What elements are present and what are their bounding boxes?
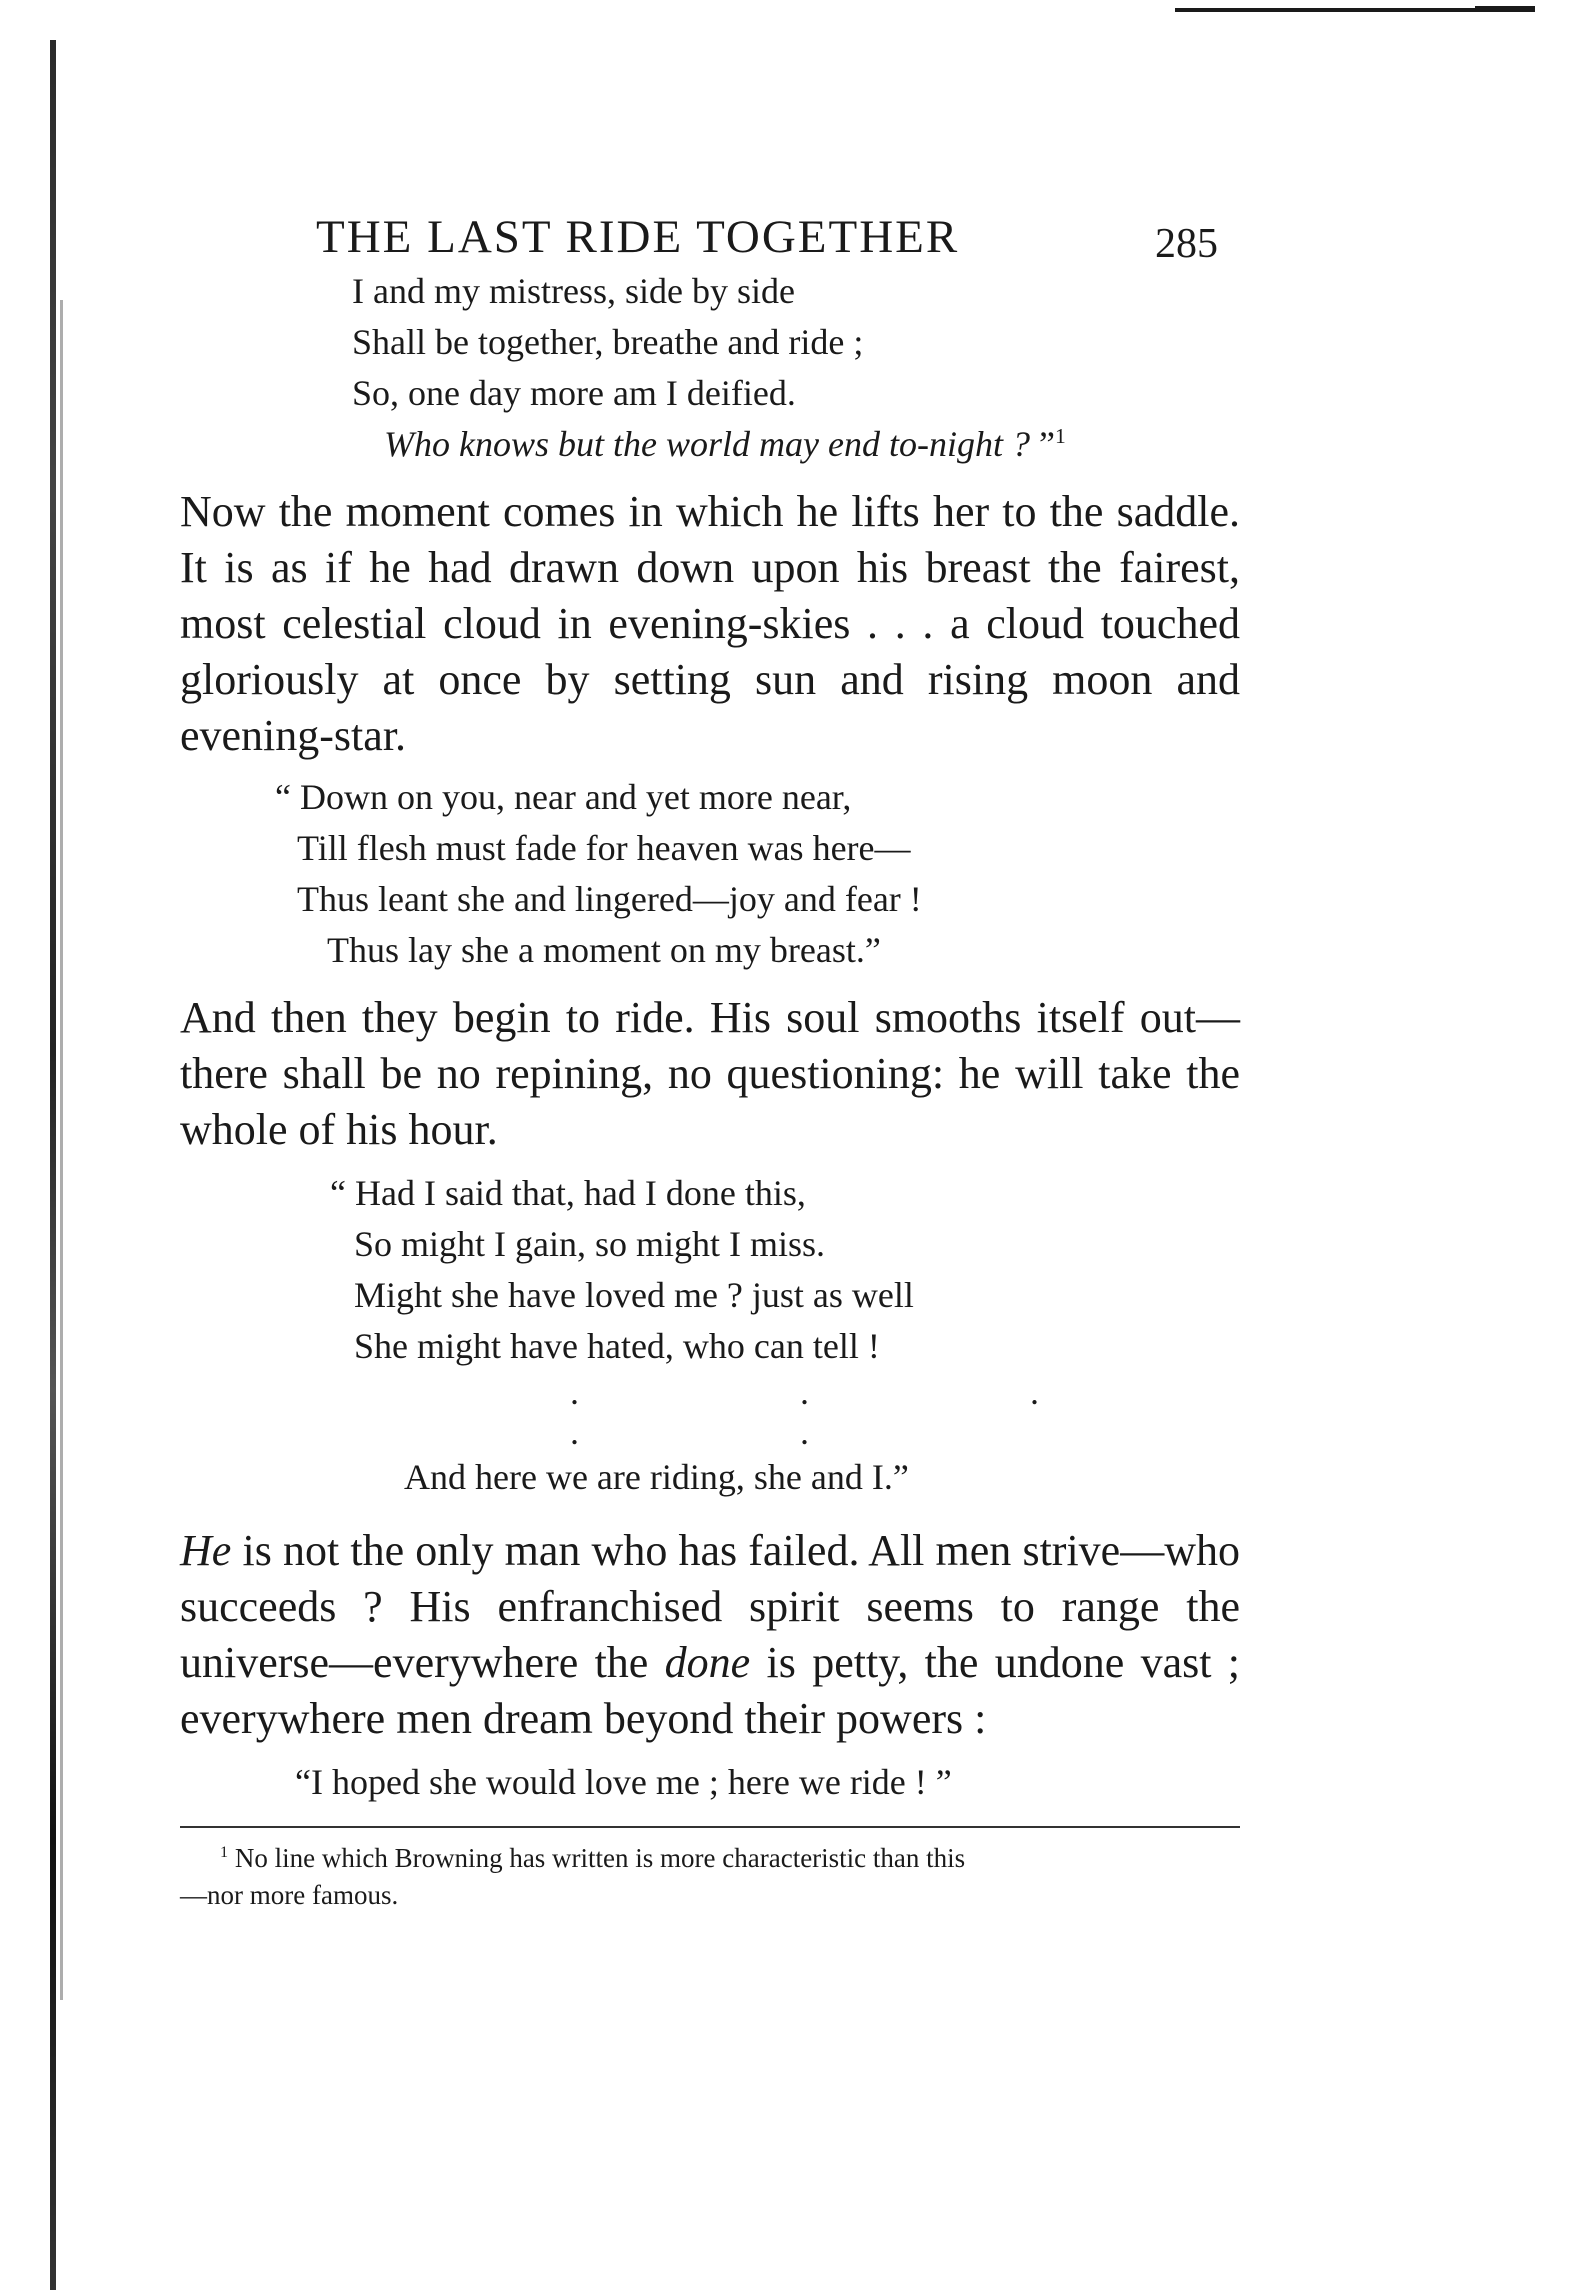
running-title: THE LAST RIDE TOGETHER <box>316 211 960 263</box>
binding-edge <box>50 40 56 2290</box>
poem-line: Shall be together, breathe and ride ; <box>352 322 864 362</box>
poem-stanza-2 <box>275 772 1240 976</box>
poem-line: Thus leant she and lingered—joy and fear ! <box>297 879 922 919</box>
poem-line: So, one day more am I deified. <box>352 373 796 413</box>
close-quote: ” <box>1029 424 1055 464</box>
paragraph-2: And then they begin to ride. His soul smooths itself out—there shall be no repining, no questioning: he will take the whole of his hour. <box>180 993 1240 1154</box>
footnote-text: No line which Browning has written is more characteristic than this <box>228 1843 966 1873</box>
poem-line: “I hoped she would love me ; here we ride ! ” <box>295 1762 952 1802</box>
poem-line: Might she have loved me ? just as well <box>354 1275 914 1315</box>
poem-stanza-4 <box>295 1757 1240 1808</box>
running-head <box>180 190 1240 267</box>
poem-line-italic <box>384 419 1240 470</box>
poem-line: Till flesh must fade for heaven was here— <box>297 828 911 868</box>
footnote-marker: 1 <box>220 1843 229 1861</box>
top-rule <box>1175 8 1535 12</box>
emphasis-done: done <box>664 1638 751 1687</box>
poem-line: Thus lay she a moment on my breast.” <box>327 930 881 970</box>
footnote <box>180 1840 1240 1914</box>
book-page <box>180 190 1240 1914</box>
ellipsis-row: . . . . . <box>570 1372 1145 1452</box>
footnote-rule <box>180 1826 1240 1828</box>
poem-line: “ Down on you, near and yet more near, <box>275 777 852 817</box>
footnote-ref: 1 <box>1054 424 1066 448</box>
footnote-line-1 <box>180 1840 1240 1877</box>
poem-line: And here we are riding, she and I.” <box>404 1457 909 1497</box>
footnote-line-2: —nor more famous. <box>180 1880 399 1910</box>
poem-stanza-1 <box>352 266 1240 470</box>
paragraph-3 <box>180 1523 1240 1747</box>
poem-line: She might have hated, who can tell ! <box>354 1326 880 1366</box>
poem-stanza-3 <box>330 1168 1240 1503</box>
page-number: 285 <box>1155 221 1218 267</box>
poem-line: “ Had I said that, had I done this, <box>330 1173 806 1213</box>
paragraph-3-text-b: is petty, the undone vast ; everywhere men dream beyond their powers : <box>180 1638 1241 1743</box>
paragraph-1: Now the moment comes in which he lifts her to the saddle. It is as if he had drawn down upon his breast the fairest, most celestial cloud in evening-skies . . . a cloud touched gloriously at once by setting sun and rising moon and evening-star. <box>180 487 1240 760</box>
binding-shadow <box>60 300 63 2000</box>
emphasis-he: He <box>180 1526 232 1575</box>
italic-refrain: Who knows but the world may end to-night ? <box>384 424 1030 464</box>
poem-line: I and my mistress, side by side <box>352 271 795 311</box>
paragraph-3-text-a: is not the only man who has failed. All men strive—who succeeds ? His enfranchised spirit seems to range the universe—everywhere the <box>180 1526 1240 1687</box>
poem-line: So might I gain, so might I miss. <box>354 1224 826 1264</box>
